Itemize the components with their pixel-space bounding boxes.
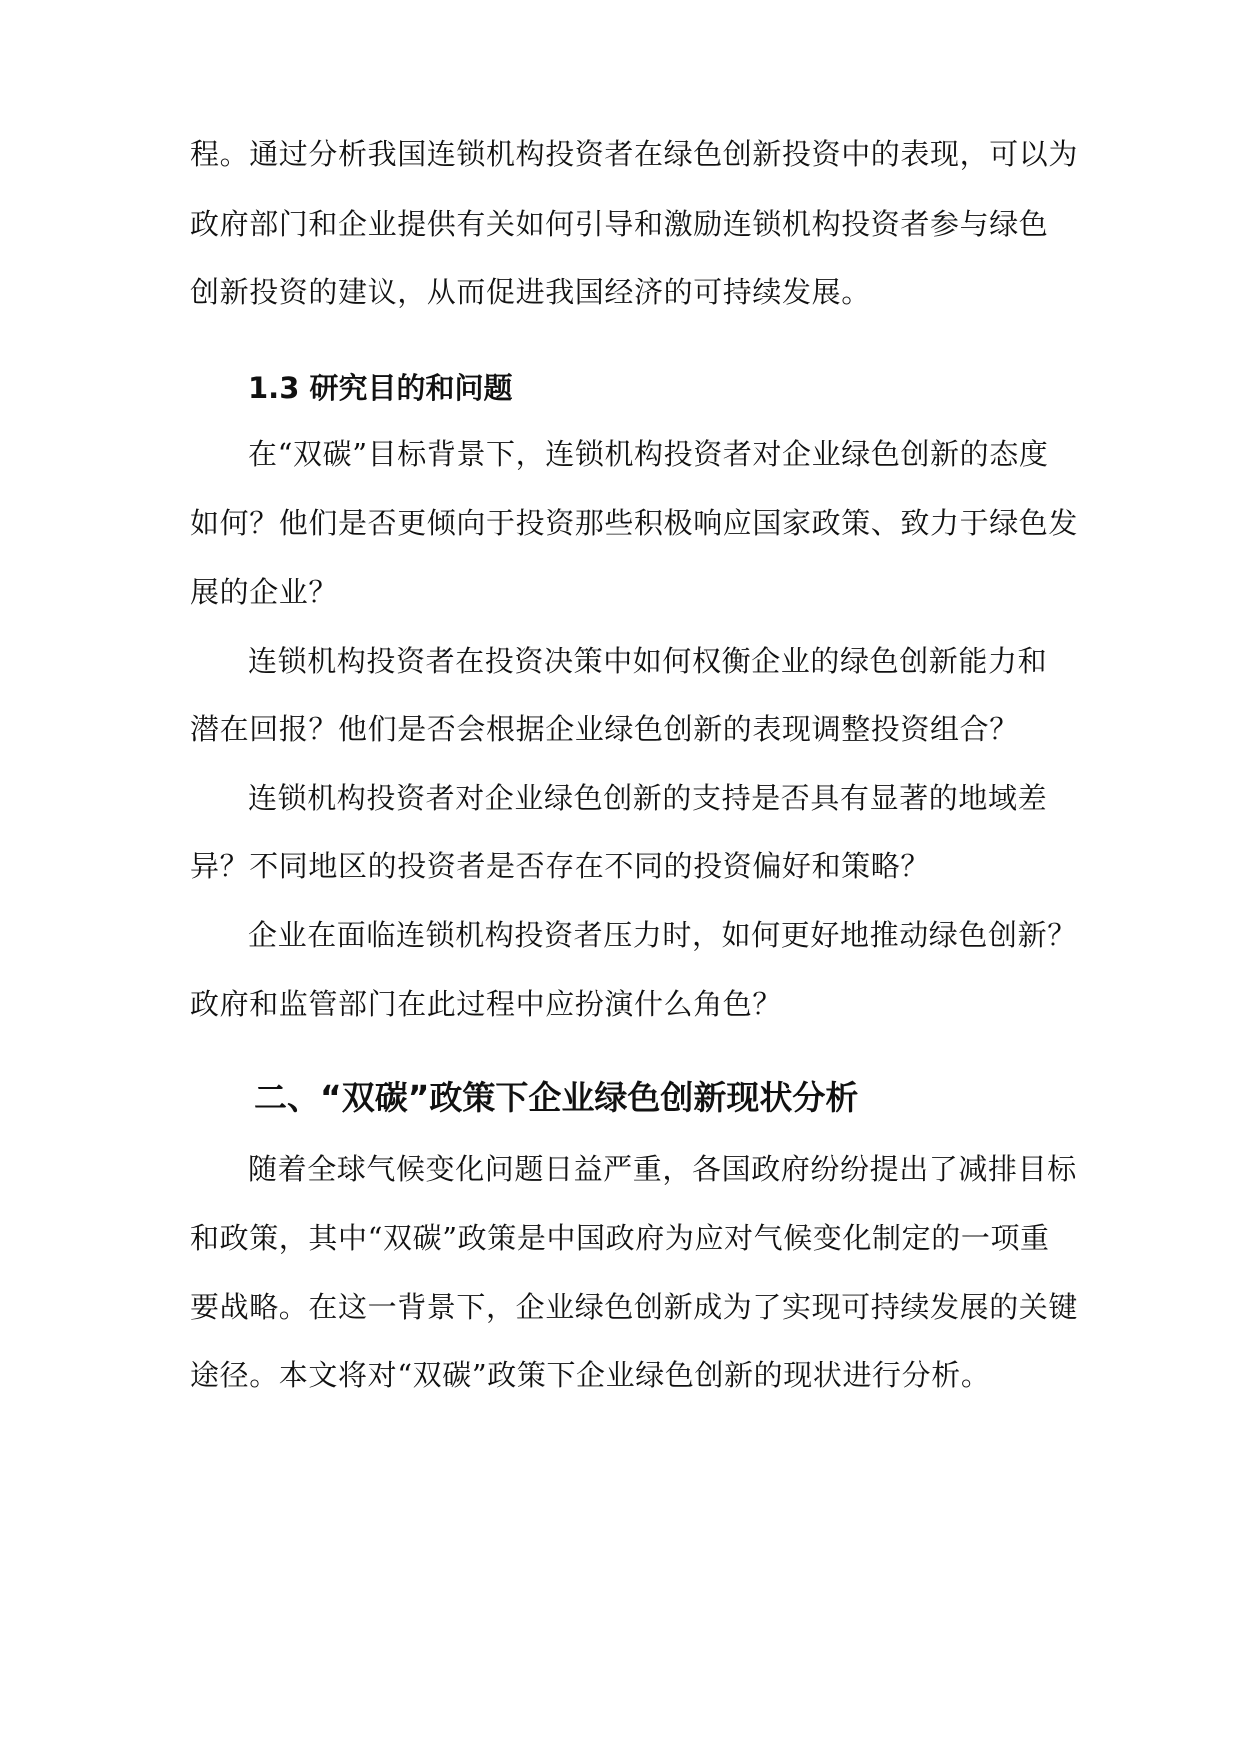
section-1-3-heading: 1.3 研究目的和问题 — [248, 371, 513, 405]
paragraph-line: 连锁机构投资者对企业绿色创新的支持是否具有显著的地域差 — [248, 781, 1048, 815]
paragraph-line: 异？不同地区的投资者是否存在不同的投资偏好和策略？ — [190, 849, 931, 883]
paragraph-line: 途径。本文将对“双碳”政策下企业绿色创新的现状进行分析。 — [190, 1358, 991, 1392]
paragraph-line: 要战略。在这一背景下，企业绿色创新成为了实现可持续发展的关键 — [190, 1290, 1079, 1324]
paragraph-line: 政府和监管部门在此过程中应扮演什么角色？ — [190, 987, 783, 1021]
section-2-heading: 二、“双碳”政策下企业绿色创新现状分析 — [254, 1078, 859, 1117]
paragraph-line: 随着全球气候变化问题日益严重，各国政府纷纷提出了减排目标 — [248, 1152, 1077, 1186]
paragraph-line: 在“双碳”目标背景下，连锁机构投资者对企业绿色创新的态度 — [248, 437, 1049, 471]
paragraph-line: 和政策，其中“双碳”政策是中国政府为应对气候变化制定的一项重 — [190, 1221, 1050, 1255]
paragraph-line: 潜在回报？他们是否会根据企业绿色创新的表现调整投资组合？ — [190, 712, 1019, 746]
paragraph-line: 展的企业？ — [190, 575, 339, 609]
paragraph-line: 连锁机构投资者在投资决策中如何权衡企业的绿色创新能力和 — [248, 644, 1048, 678]
paragraph-line: 程。通过分析我国连锁机构投资者在绿色创新投资中的表现，可以为 — [190, 137, 1079, 171]
paragraph-line: 如何？他们是否更倾向于投资那些积极响应国家政策、致力于绿色发 — [190, 506, 1079, 540]
paragraph-line: 企业在面临连锁机构投资者压力时，如何更好地推动绿色创新？ — [248, 918, 1077, 952]
paragraph-line: 创新投资的建议，从而促进我国经济的可持续发展。 — [190, 275, 871, 309]
paragraph-line: 政府部门和企业提供有关如何引导和激励连锁机构投资者参与绿色 — [190, 207, 1049, 241]
